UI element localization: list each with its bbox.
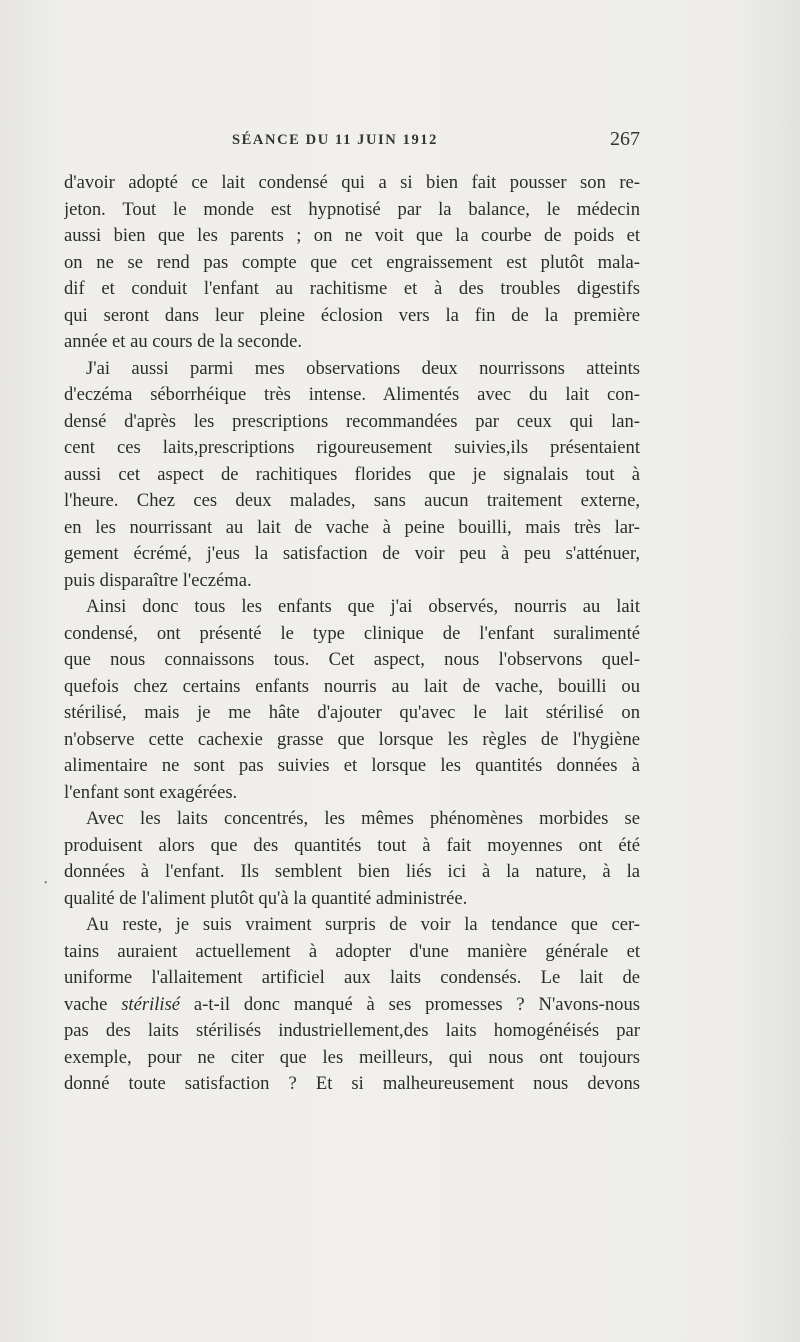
text-line: Ainsi donc tous les enfants que j'ai observés, nourris au lait xyxy=(86,596,640,617)
text-line: quefois chez certains enfants nourris au lait de vache, bouilli ou xyxy=(64,675,640,697)
text-line: puis disparaître l'eczéma. xyxy=(64,569,252,591)
text-line: d'eczéma séborrhéique très intense. Alimentés avec du lait con- xyxy=(64,384,640,405)
text-line: en les nourrissant au lait de vache à peine bouilli, mais très lar- xyxy=(64,516,640,538)
text-line: cent ces laits,prescriptions rigoureusement suivies,ils présentaient xyxy=(64,437,640,458)
text-line: gement écrémé, j'eus la satisfaction de voir peu à peu s'atténuer, xyxy=(64,543,640,564)
text-line: qui seront dans leur pleine éclosion vers la fin de la première xyxy=(64,304,640,326)
text-line-with-italic xyxy=(64,992,640,1019)
text-line: année et au cours de la seconde. xyxy=(64,331,302,352)
text-line: l'enfant sont exagérées. xyxy=(64,781,238,803)
text-line: stérilisé, mais je me hâte d'ajouter qu'avec le lait stérilisé on xyxy=(64,702,640,723)
text-line: condensé, ont présenté le type clinique de l'enfant suralimenté xyxy=(64,622,640,644)
text-line: aussi cet aspect de rachitiques florides que je signalais tout à xyxy=(64,463,640,485)
text-line: uniforme l'allaitement artificiel aux laits condensés. Le lait de xyxy=(64,967,640,988)
text-line: densé d'après les prescriptions recommandées par ceux qui lan- xyxy=(64,410,640,432)
text-line: produisent alors que des quantités tout à fait moyennes ont été xyxy=(64,834,640,856)
running-header xyxy=(64,128,640,154)
text-fragment: vache xyxy=(64,993,122,1015)
body-text xyxy=(64,170,640,1098)
text-line: jeton. Tout le monde est hypnotisé par la balance, le médecin xyxy=(64,198,640,220)
page-number: 267 xyxy=(610,128,640,150)
text-line: alimentaire ne sont pas suivies et lorsque les quantités données à xyxy=(64,755,640,776)
text-line: on ne se rend pas compte que cet engraissement est plutôt mala- xyxy=(64,251,640,273)
text-line: tains auraient actuellement à adopter d'une manière générale et xyxy=(64,940,640,962)
text-line: n'observe cette cachexie grasse que lorsque les règles de l'hygiène xyxy=(64,728,640,750)
text-line: aussi bien que les parents ; on ne voit que la courbe de poids et xyxy=(64,225,640,246)
text-line: dif et conduit l'enfant au rachitisme et à des troubles digestifs xyxy=(64,278,640,299)
running-title: SÉANCE DU 11 JUIN 1912 xyxy=(232,132,438,148)
text-line: l'heure. Chez ces deux malades, sans aucun traitement externe, xyxy=(64,490,640,511)
text-line: exemple, pour ne citer que les meilleurs, qui nous ont toujours xyxy=(64,1046,640,1068)
text-line: J'ai aussi parmi mes observations deux nourrissons atteints xyxy=(86,357,640,379)
text-line: Au reste, je suis vraiment surpris de voir la tendance que cer- xyxy=(86,914,640,935)
text-fragment: a-t-il donc manqué à ses promesses ? N'avons-nous xyxy=(180,993,640,1015)
text-line: pas des laits stérilisés industriellement,des laits homogénéisés par xyxy=(64,1020,640,1041)
italic-word: stérilisé xyxy=(121,993,181,1015)
text-line: donné toute satisfaction ? Et si malheureusement nous devons xyxy=(64,1073,640,1094)
margin-speck: • xyxy=(44,878,48,889)
text-line: d'avoir adopté ce lait condensé qui a si bien fait pousser son re- xyxy=(64,172,640,193)
text-line: que nous connaissons tous. Cet aspect, nous l'observons quel- xyxy=(64,649,640,670)
text-line: Avec les laits concentrés, les mêmes phénomènes morbides se xyxy=(86,808,640,829)
text-line: qualité de l'aliment plutôt qu'à la quantité administrée. xyxy=(64,887,468,909)
text-line: données à l'enfant. Ils semblent bien liés ici à la nature, à la xyxy=(64,861,640,882)
